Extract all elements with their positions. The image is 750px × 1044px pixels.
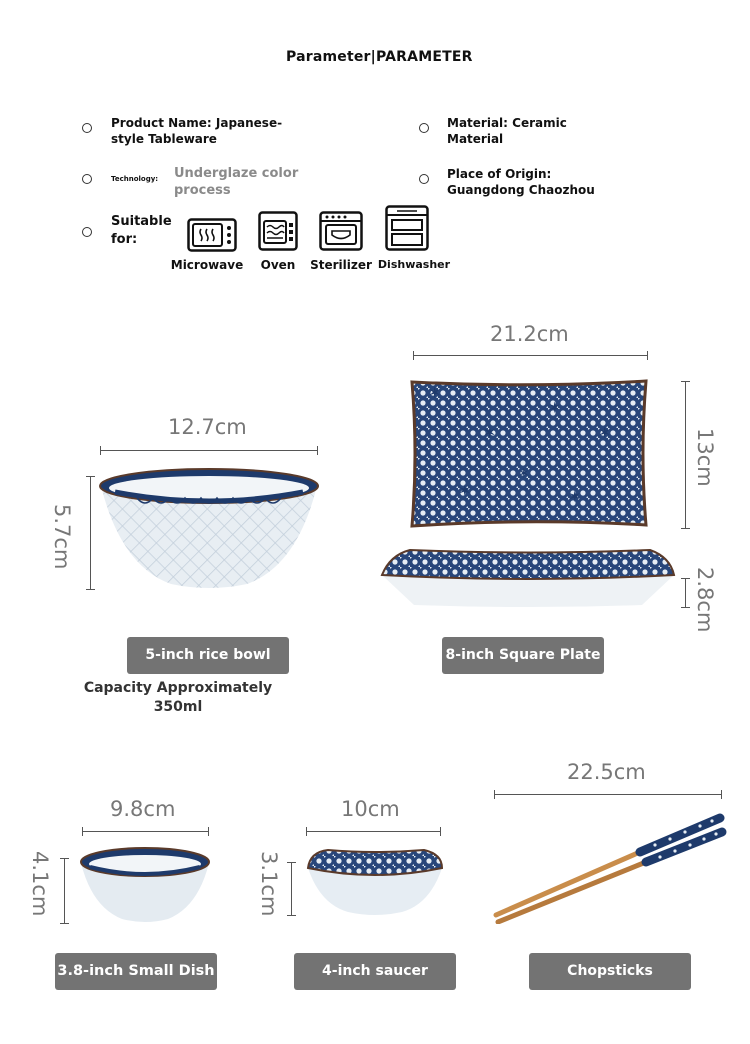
saucer-image [304,846,446,918]
suitable-sterilizer-label: Sterilizer [310,258,372,272]
dimension-line [306,831,441,832]
microwave-icon [187,218,237,252]
bullet-icon [82,123,92,133]
plate-depth: 13cm [693,428,717,487]
bullet-icon [419,174,429,184]
dimension-line [64,858,65,924]
saucer-height: 3.1cm [257,851,281,917]
material: Material: Ceramic Material [447,116,567,146]
dimension-line [685,381,686,529]
plate-width: 21.2cm [490,322,569,346]
rice-bowl-capacity: Capacity Approximately 350ml [83,680,273,715]
square-plate-side-image [380,547,676,609]
product-name: Product Name: Japanese-style Tableware [111,116,283,146]
chopsticks-length: 22.5cm [567,760,646,784]
chopsticks-label: Chopsticks [529,953,691,990]
suitable-label: Suitable for: [111,214,172,247]
square-plate-label: 8-inch Square Plate [442,637,604,674]
svg-text:✶: ✶ [428,383,442,402]
svg-text:✶: ✶ [598,423,612,442]
dimension-line [90,476,91,590]
technology-value: Underglaze color process [174,166,299,198]
dimension-line [413,355,648,356]
svg-text:✶: ✶ [518,466,530,482]
bullet-icon [82,227,92,237]
small-dish-width: 9.8cm [110,797,176,821]
svg-text:✶: ✶ [568,487,582,506]
dimension-line [291,862,292,916]
suitable-oven-label: Oven [260,258,296,272]
dishwasher-icon [385,205,429,251]
oven-icon [258,211,298,251]
small-dish-label: 3.8-inch Small Dish [55,953,217,990]
svg-text:✶: ✶ [548,398,562,417]
place-of-origin: Place of Origin: Guangdong Chaozhou [447,167,595,197]
rice-bowl-label: 5-inch rice bowl [127,637,289,674]
dimension-line [494,794,722,795]
rice-bowl-image [97,466,321,592]
bullet-icon [82,174,92,184]
dimension-line [100,450,318,451]
saucer-width: 10cm [341,797,400,821]
chopsticks-image [490,812,730,924]
suitable-dishwasher-label: Dishwasher [377,258,451,271]
dimension-line [685,578,686,608]
technology-label: Technology: [111,175,159,183]
saucer-label: 4-inch saucer [294,953,456,990]
plate-height: 2.8cm [693,567,717,633]
dimension-line [82,831,209,832]
square-plate-top-image [408,378,650,530]
small-dish-image [78,845,212,925]
svg-text:✶: ✶ [483,423,497,442]
page-title: Parameter|PARAMETER [286,49,473,65]
sterilizer-icon [319,211,363,251]
bullet-icon [419,123,429,133]
svg-text:✶: ✶ [458,481,472,500]
rice-bowl-width: 12.7cm [168,415,247,439]
rice-bowl-height: 5.7cm [50,504,74,570]
suitable-microwave-label: Microwave [170,258,244,272]
small-dish-height: 4.1cm [28,851,52,917]
